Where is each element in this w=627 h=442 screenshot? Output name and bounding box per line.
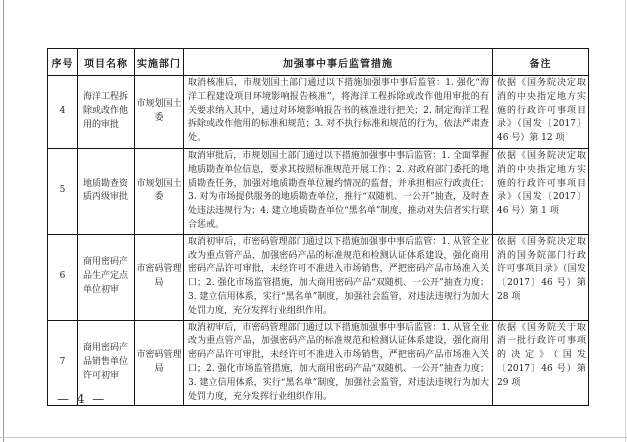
table-row [48,234,589,320]
header-department: 实施部门 [135,49,184,76]
table-row [48,149,589,235]
row-remark: 依据《国务院决定取消的中央指定地方实施的行政许可事项目录》（国发〔2017〕46 号）第 12 项 [493,76,589,149]
row-remark: 依据《国务院决定取消的中央指定地方实施的行政许可事项目录》（国发〔2017〕46 号）第 1 项 [493,149,589,235]
supervision-measures-table [47,48,589,406]
row-seq: 5 [48,149,78,235]
row-department: 市密码管理局 [135,320,184,406]
row-seq: 6 [48,234,78,320]
row-measures: 取消审批后，市规划国土部门通过以下措施加强事中事后监管：1. 全面掌握地质勘查单位信息，要求其按照标准规范开展工作；2. 对政府部门委托的地质勘查任务，加强对地质勘查单位履约情况的监督，并承担相应行政责任；3. 对为市场提供服务的地质勘查单位，推行“双随机、一公开”抽查，及时查处违法违规行为；4. 建立地质勘查单位“黑名单”制度，推动对失信者实行联合惩戒。 [184,149,493,235]
page-number: — 4 — [57,392,107,406]
table-header-row [48,49,589,76]
row-project-name: 地质勘查资质丙级审批 [78,149,135,235]
row-department: 市规划国土委 [135,149,184,235]
row-remark: 依据《国务院关于取消一批行政许可事项的决定》（国发〔2017〕46 号）第 29 项 [493,320,589,406]
row-measures: 取消核准后，市规划国土部门通过以下措施加强事中事后监管：1. 强化“海洋工程建设项目环境影响报告核准”，将海洋工程拆除或改作他用审批的有关要求纳入其中，通过对环境影响报告书的核准进行把关；2. 制定海洋工程拆除或改作他用的标准和规范；3. 对不执行标准和规范的行为，依法严肃查处。 [184,76,493,149]
row-seq: 4 [48,76,78,149]
header-measures: 加强事中事后监管措施 [184,49,493,76]
header-seq: 序号 [48,49,78,76]
row-measures: 取消初审后，市密码管理部门通过以下措施加强事中事后监管：1. 从管全业改为重点管产品，加强密码产品的标准规范和检测认证体系建设，强化商用密码产品许可审批，未经许可不准进入市场销售，严把密码产品市场准入关口；2. 强化市场监管措施，加大商用密码产品“双随机、一公开”抽查力度；3. 建立信用体系，实行“黑名单”制度，加强社会监管，对违法违规行为加大处罚力度，充分发挥行业组织作用。 [184,234,493,320]
row-department: 市规划国土委 [135,76,184,149]
scan-edge-bottom [0,437,627,438]
row-project-name: 海洋工程拆除或改作他用的审批 [78,76,135,149]
header-project-name: 项目名称 [78,49,135,76]
row-measures: 取消初审后，市密码管理部门通过以下措施加强事中事后监管：1. 从管全业改为重点管产品，加强密码产品的标准规范和检测认证体系建设，强化商用密码产品许可审批，未经许可不准进入市场销售，严把密码产品市场准入关口；2. 强化市场监管措施，加大商用密码产品“双随机、一公开”抽查力度；3. 建立信用体系，实行“黑名单”制度，加强社会监管，对违法违规行为加大处罚力度，充分发挥行业组织作用。 [184,320,493,406]
table-row [48,320,589,406]
scan-edge-left [3,0,4,442]
row-department: 市密码管理局 [135,234,184,320]
header-remark: 备注 [493,49,589,76]
table-row [48,76,589,149]
row-project-name: 商用密码产品销售单位许可初审 [78,320,135,406]
row-seq: 7 [48,320,78,406]
row-remark: 依据《国务院决定取消的国务院部门行政许可事项目录》（国发〔2017〕46 号）第 28 项 [493,234,589,320]
row-project-name: 商用密码产品生产定点单位初审 [78,234,135,320]
scan-edge-right [625,0,626,442]
